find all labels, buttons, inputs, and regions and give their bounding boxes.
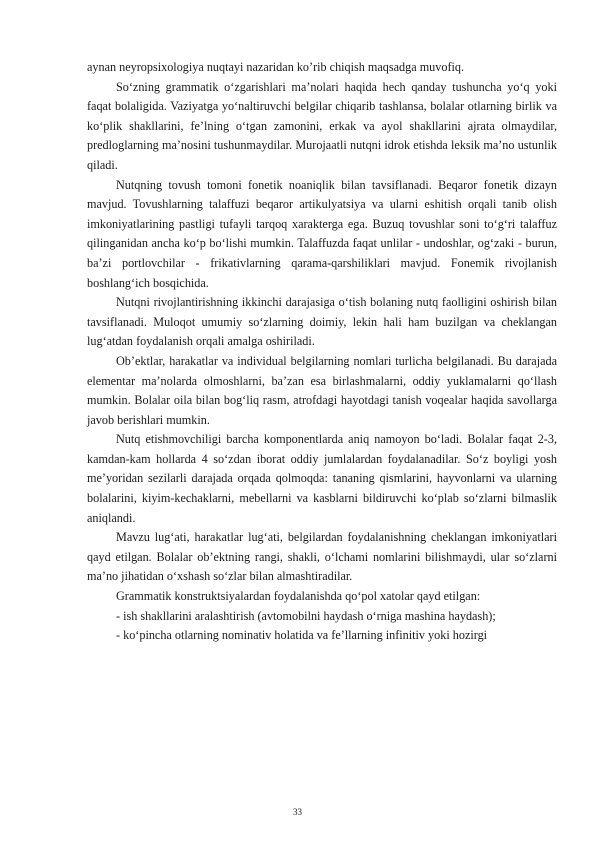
paragraph: Nutqni rivojlantirishning ikkinchi darajasiga o‘tish bolaning nutq faolligini oshirish bilan tavsiflanadi. Muloqot umumiy so‘zlarning doimiy, lekin hali ham buzilgan va cheklangan lug‘atdan foydalanish orqali amalga oshiriladi. <box>87 295 557 349</box>
document-body <box>87 58 557 646</box>
paragraph-continuation: aynan neyropsixologiya nuqtayi nazaridan ko’rib chiqish maqsadga muvofiq. <box>87 60 465 74</box>
paragraph: So‘zning grammatik o‘zgarishlari ma’nolari haqida hech qanday tushuncha yo‘q yoki faqat bolaligida. Vaziyatga yo‘naltiruvchi belgilar chiqarib tashlansa, bolalar otlarning birlik va ko‘plik shakllarini, fe’lning o‘tgan zamonini, erkak va ayol shakllarini ajrata olmaydilar, predloglarning ma’nosini tushunmaydilar. Murojaatli nutqni idrok etishda leksik ma’no ustunlik qiladi. <box>87 79 557 172</box>
paragraph: Nutqning tovush tomoni fonetik noaniqlik bilan tavsiflanadi. Beqaror fonetik dizayn mavjud. Tovushlarning talaffuzi beqaror artikulyatsiya va ularni eshitish orqali tanib olish imkoniyatlarining pastligi tufayli tarqoq xarakterga ega. Buzuq tovushlar soni to‘g‘ri talaffuz qilinganidan ancha ko‘p bo‘lishi mumkin. Talaffuzda faqat unlilar - undoshlar, og‘zaki - burun, ba’zi portlovchilar - frikativlarning qarama-qarshiliklari mavjud. Fonemik rivojlanish boshlang‘ich bosqichida. <box>87 177 557 290</box>
list-item: - ko‘pincha otlarning nominativ holatida va fe’llarning infinitiv yoki hozirgi <box>116 628 488 643</box>
paragraph: Nutq etishmovchiligi barcha komponentlarda aniq namoyon bo‘ladi. Bolalar faqat 2-3, kamdan-kam hollarda 4 so‘zdan iborat oddiy jumlalardan foydalanadilar. So‘z boyligi yosh me’yoridan sezilarli darajada orqada qolmoqda: tananing qismlarini, hayvonlarni va ularning bolalarini, kiyim-kechaklarni, mebellarni va kasblarni bildiruvchi ko‘plab so‘zlarni bilmaslik aniqlandi. <box>87 432 557 525</box>
paragraph: Grammatik konstruktsiyalardan foydalanishda qo‘pol xatolar qayd etilgan: <box>116 589 481 604</box>
paragraph: Ob’ektlar, harakatlar va individual belgilarning nomlari turlicha belgilanadi. Bu darajada elementar ma’nolarda olmoshlarni, ba’zan esa birlashmalarni, oddiy yuklamalarni qo‘llash mumkin. Bolalar oila bilan bog‘liq rasm, atrofdagi hayotdagi tanish voqealar haqida savollarga javob berishlari mumkin. <box>87 353 557 427</box>
list-item: - ish shakllarini aralashtirish (avtomobilni haydash o‘rniga mashina haydash); <box>116 608 496 623</box>
page-number: 33 <box>293 807 302 817</box>
paragraph: Mavzu lug‘ati, harakatlar lug‘ati, belgilardan foydalanishning cheklangan imkoniyatlari qayd etilgan. Bolalar ob’ektning rangi, shakli, o‘lchami nomlarini bilishmaydi, ular so‘zlarni ma’no jihatidan o‘xshash so‘zlar bilan almashtiradilar. <box>87 530 557 584</box>
